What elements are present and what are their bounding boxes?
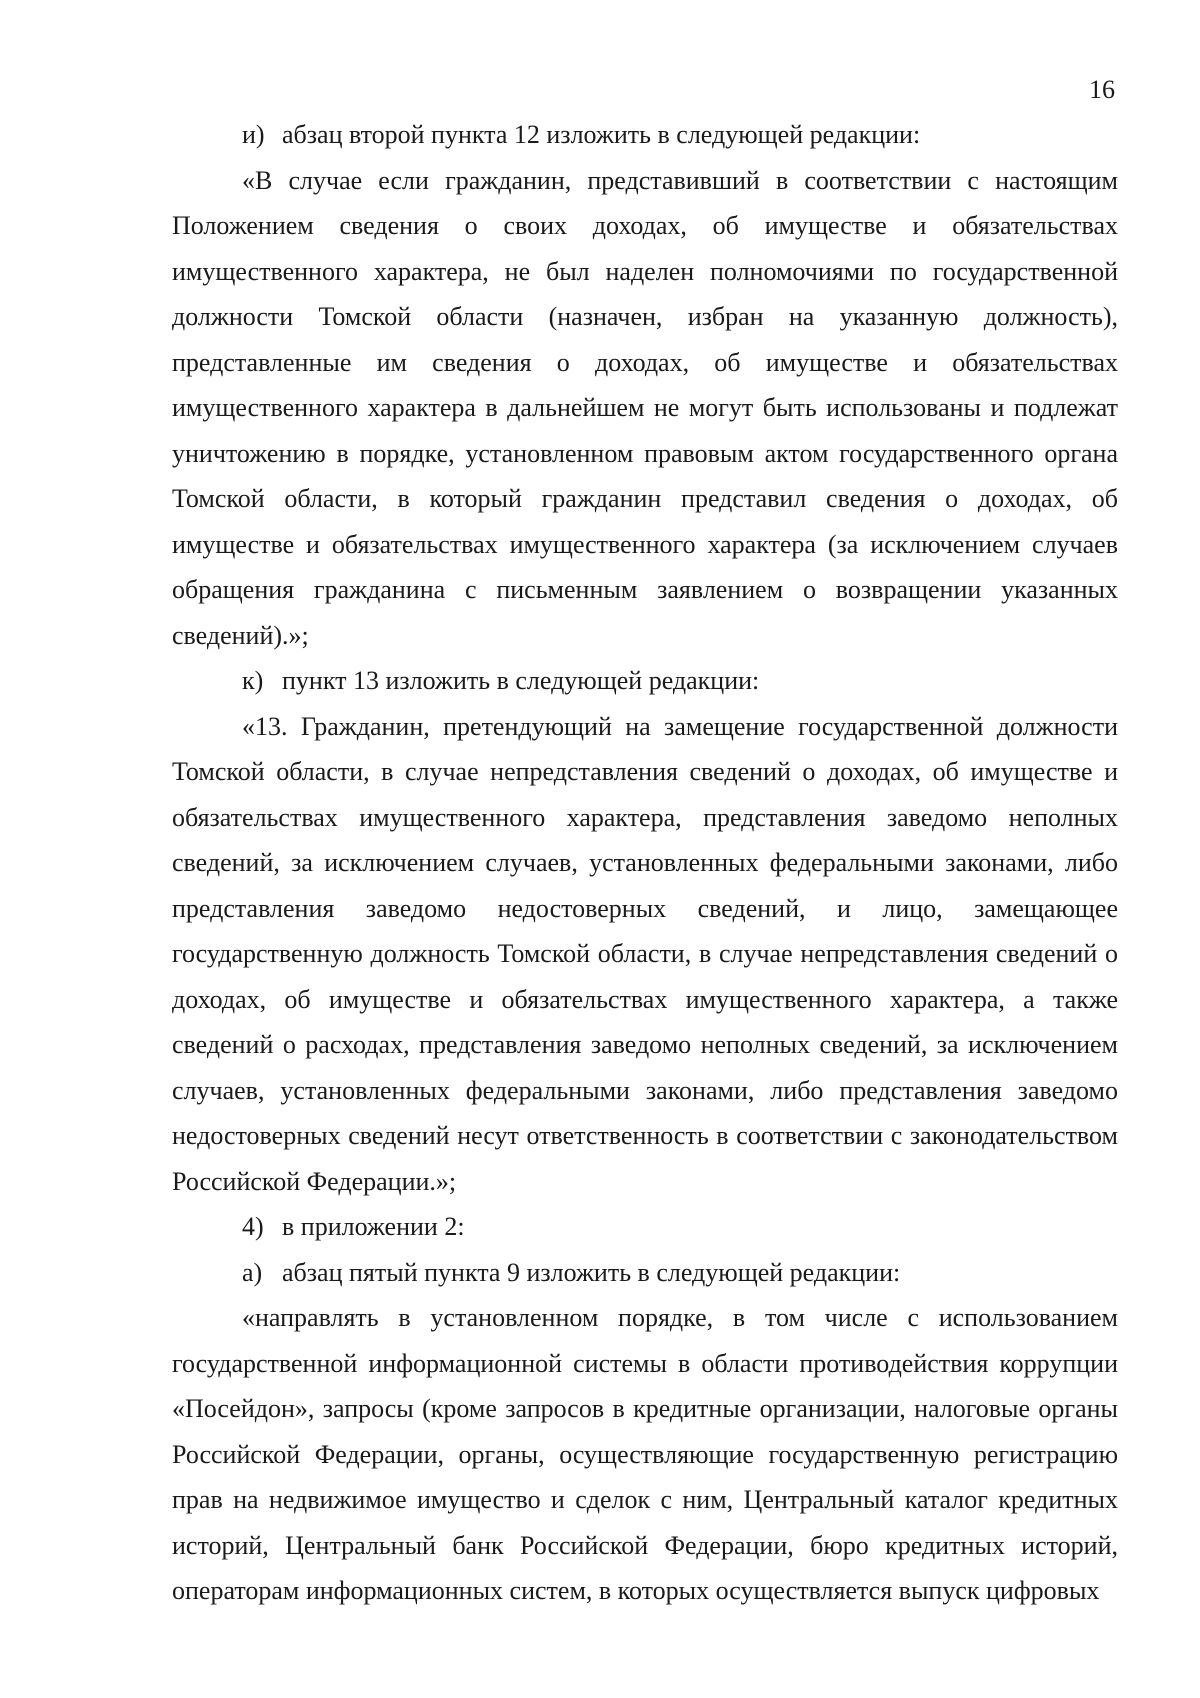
list-item-k	[172, 658, 1118, 704]
item-text: в приложении 2:	[282, 1212, 465, 1241]
list-item-a	[172, 1250, 1118, 1296]
item-text: пункт 13 изложить в следующей редакции:	[282, 666, 760, 695]
item-label: 4)	[242, 1212, 264, 1241]
paragraph-point-13-text: «13. Гражданин, претендующий на замещение государственной должности Томской области, в случае непредставления сведений о доходах, об имуществе и обязательствах имущественного характера, представления заведомо неполных сведений, за исключением случаев, установленных федеральными законами, либо представления заведомо недостоверных сведений, и лицо, замещающее государственную должность Томской области, в случае непредставления сведений о доходах, об имуществе и обязательствах имущественного характера, а также сведений о расходах, представления заведомо неполных сведений, за исключением случаев, установленных федеральными законами, либо представления заведомо недостоверных сведений несут ответственность в соответствии с законодательством Российской Федерации.»;	[172, 711, 1118, 1196]
item-label: к)	[242, 666, 264, 695]
paragraph-point-12-text: «В случае если гражданин, представивший в соответствии с настоящим Положением сведения о своих доходах, об имуществе и обязательствах имущественного характера, не был наделен полномочиями по государственной должности Томской области (назначен, избран на указанную должность), представленные им сведения о доходах, об имуществе и обязательствах имущественного характера в дальнейшем не могут быть использованы и подлежат уничтожению в порядке, установленном правовым актом государственного органа Томской области, в который гражданин представил сведения о доходах, об имуществе и обязательствах имущественного характера (за исключением случаев обращения гражданина с письменным заявлением о возвращении указанных сведений).»;	[172, 165, 1118, 650]
item-text: абзац второй пункта 12 изложить в следующей редакции:	[282, 120, 921, 149]
page-number: 16	[1089, 75, 1115, 104]
paragraph-point-9-text: «направлять в установленном порядке, в том числе с использованием государственной информационной системы в области противодействия коррупции «Посейдон», запросы (кроме запросов в кредитные организации, налоговые органы Российской Федерации, органы, осуществляющие государственную регистрацию прав на недвижимое имущество и сделок с ним, Центральный каталог кредитных историй, Центральный банк Российской Федерации, бюро кредитных историй, операторам информационных систем, в которых осуществляется выпуск цифровых	[172, 1303, 1118, 1605]
list-item-4	[172, 1204, 1118, 1250]
list-item-i	[172, 112, 1118, 158]
item-label: а)	[242, 1257, 263, 1287]
document-body	[172, 112, 1118, 1614]
item-text: абзац пятый пункта 9 изложить в следующей редакции:	[282, 1257, 901, 1287]
item-label: и)	[242, 120, 265, 149]
